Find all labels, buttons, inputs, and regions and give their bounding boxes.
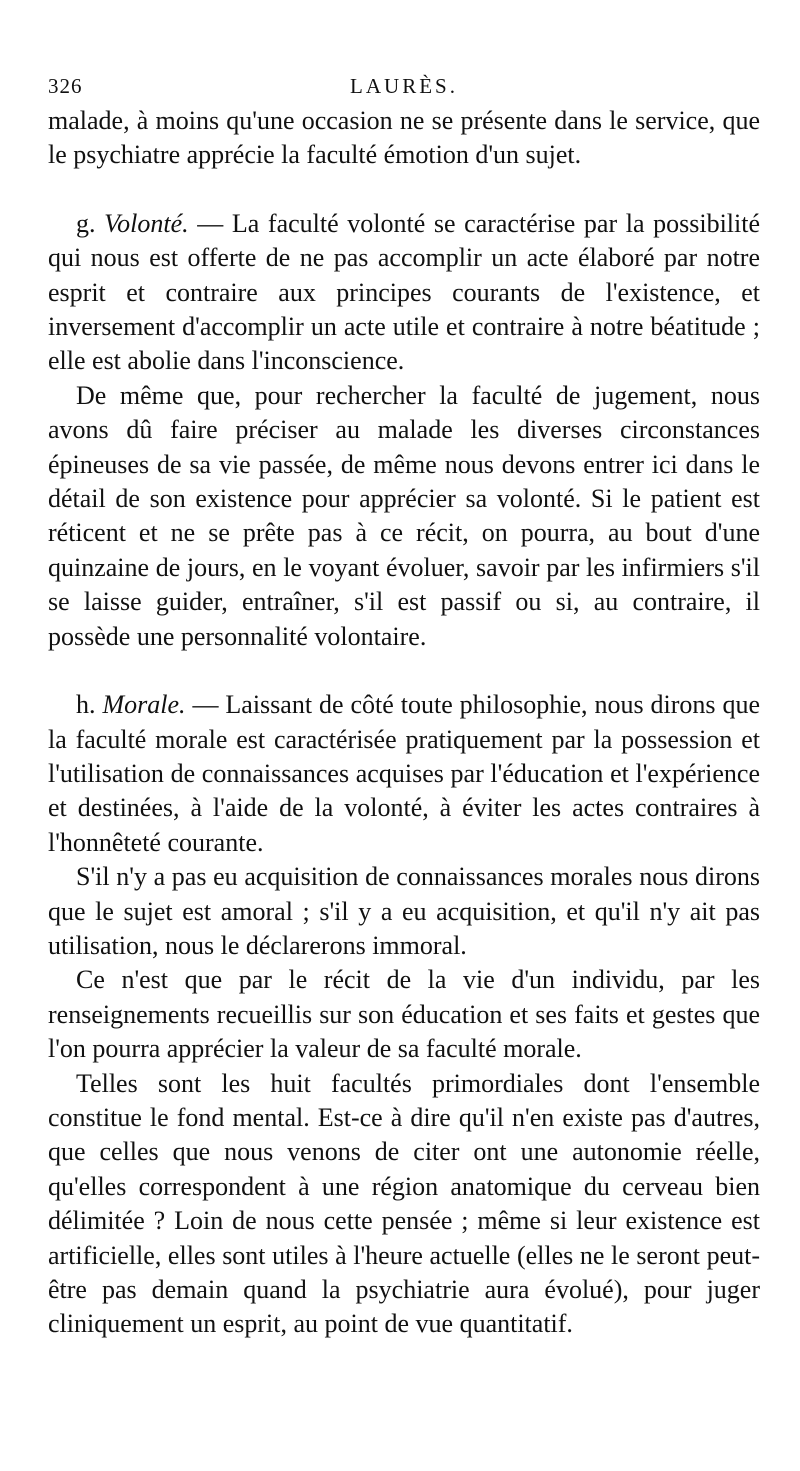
section-morale-paragraph-4: Telles sont les huit facultés primordiales dont l'ensemble constitue le fond mental. Est-ce à dire qu'il n'en existe pas d'autres, que celles que nous venons de citer ont une autonomie réelle, qu'elles correspondent à une région anatomique du cerveau bien délimitée ? Loin de nous cette pensée ; même si leur existence est artificielle, elles sont utiles à l'heure actuelle (elles ne le seront peut-être pas demain quand la psychiatrie aura évolué), pour juger cliniquement un esprit, au point de vue quantitatif.	[48, 1068, 760, 1339]
section-volonte	[48, 207, 760, 654]
section-morale	[48, 688, 760, 1342]
heading-dash: —	[188, 208, 232, 238]
heading-dash: —	[185, 690, 226, 720]
section-volonte-paragraph-1	[48, 207, 760, 379]
running-head	[48, 68, 760, 104]
running-title: LAURÈS.	[350, 74, 458, 98]
section-heading: Volonté.	[104, 208, 189, 238]
section-volonte-paragraph-2: De même que, pour rechercher la faculté de jugement, nous avons dû faire préciser au malade les diverses circonstances épineuses de sa vie passée, de même nous devons entrer ici dans le détail de son existence pour apprécier sa volonté. Si le patient est réticent et ne se prête pas à ce récit, on pourra, au bout d'une quinzaine de jours, en le voyant évoluer, savoir par les infirmiers s'il se laisse guider, entraîner, s'il est passif ou si, au contraire, il possède une personnalité volontaire.	[48, 380, 760, 651]
section-label: g.	[76, 208, 96, 238]
book-page	[48, 68, 760, 1342]
continuation-paragraph: malade, à moins qu'une occasion ne se présente dans le service, que le psychiatre apprécie la faculté émotion d'un sujet.	[48, 106, 760, 170]
paragraph-text: Laissant de côté toute philosophie, nous dirons que la faculté morale est caractérisée pratiquement par la possession et l'utilisation de connaissances acquises par l'éducation et l'expérience et destinées, à l'aide de la volonté, à éviter les actes contraires à l'honnêteté courante.	[48, 690, 761, 857]
section-heading: Morale.	[102, 690, 186, 720]
page-body	[48, 104, 760, 1342]
section-morale-paragraph-1	[48, 688, 760, 860]
page-number: 326	[48, 74, 83, 98]
section-label: h.	[76, 690, 96, 720]
paragraph-text: La faculté volonté se caractérise par la possibilité qui nous est offerte de ne pas accomplir un acte élaboré par notre esprit et contraire aux principes courants de l'existence, et inversement d'accomplir un acte utile et contraire à notre béatitude ; elle est abolie dans l'inconscience.	[48, 208, 760, 376]
section-morale-paragraph-2: S'il n'y a pas eu acquisition de connaissances morales nous dirons que le sujet est amoral ; s'il y a eu acquisition, et qu'il n'y ait pas utilisation, nous le déclarerons immoral.	[48, 862, 760, 960]
section-morale-paragraph-3: Ce n'est que par le récit de la vie d'un individu, par les renseignements recueillis sur son éducation et ses faits et gestes que l'on pourra apprécier la valeur de sa faculté morale.	[48, 965, 760, 1064]
